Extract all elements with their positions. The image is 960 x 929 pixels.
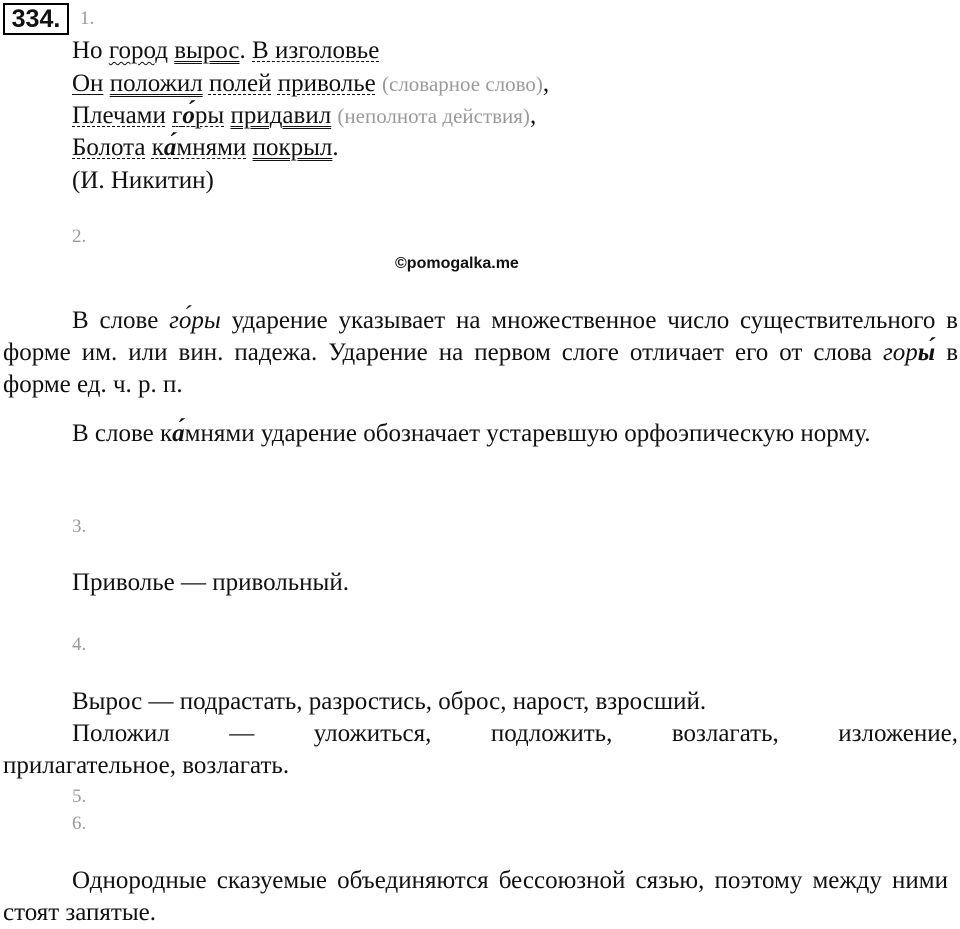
text-run: ударение указывает на множественное число существительного в форме им. или вин. падежа. Ударение на первом слоге отличает его от слова [3,307,958,366]
poem-author: (И. Никитин) [72,167,214,194]
punct: . [332,134,339,161]
stressed-letter: ы́ [917,339,936,366]
word-subject: Он [72,70,104,97]
section3-text: Приволье — привольный. [72,569,349,596]
section6-text: Однородные сказуемые объединяются бессоюзной сязью, поэтому между ними стоят запятые. [3,867,948,926]
section-number-4: 4. [72,634,87,655]
section-number-3: 3. [72,516,87,537]
watermark: ©pomogalka.me [395,255,519,272]
section-number-6: 6. [72,813,87,834]
note-dictionary-word: (словарное слово) [382,72,543,96]
poem-line-4 [72,133,339,163]
punct: . [239,37,246,64]
poem-line-1 [72,36,379,66]
word-predicate: придавил [230,102,332,129]
word: Но [72,37,103,64]
poem-line-2 [72,69,549,99]
word-part: к [151,134,164,161]
word-object [152,134,247,161]
punct: , [529,102,537,129]
text-run: В слове [72,307,170,334]
example-word: го́ры [169,307,221,334]
word-adverbial: Плечами [72,102,166,129]
section-number-2: 2. [72,226,87,247]
task-number: 334. [3,3,69,35]
word-predicate: покрыл [252,134,333,161]
section4-line-3: прилагательное, возлагать. [3,752,290,779]
word-adverbial: В изголовье [252,37,380,64]
word-part: мнями [176,134,247,161]
text-run: в форме ед. ч. р. п. [3,339,958,398]
section-number-1: 1. [80,8,95,29]
word-object [172,102,224,129]
word-object: полей [208,70,272,97]
text-run: В слове [72,420,161,447]
word-part: ры [194,102,225,129]
stressed-letter: а́ [172,420,185,447]
text-run: мнями ударение обозначает устаревшую орфоэпическую норму. [184,420,871,447]
word-object: Болота [72,134,146,161]
stressed-letter: о́ [182,102,195,129]
paragraph-stress-kamnyami [3,418,958,450]
poem-line-3 [72,101,536,131]
example-word: гор [883,339,918,366]
word-predicate: город [108,37,168,64]
paragraph-stress-gory [3,305,958,401]
note-incomplete-action: (неполнота действия) [337,104,530,128]
text-run: к [160,420,173,447]
section4-line-2: Положил — уложиться, подложить, возлагать, изложение, [72,720,958,747]
word-part: г [172,102,183,129]
word-predicate: положил [109,70,203,97]
section-number-5: 5. [72,786,87,807]
punct: , [542,70,550,97]
stressed-letter: а́ [163,134,177,161]
section4-line-1: Вырос — подрастать, разростись, оброс, нарост, взросший. [72,688,707,715]
word-object: приволье [277,70,376,97]
word-predicate: вырос [174,37,240,64]
